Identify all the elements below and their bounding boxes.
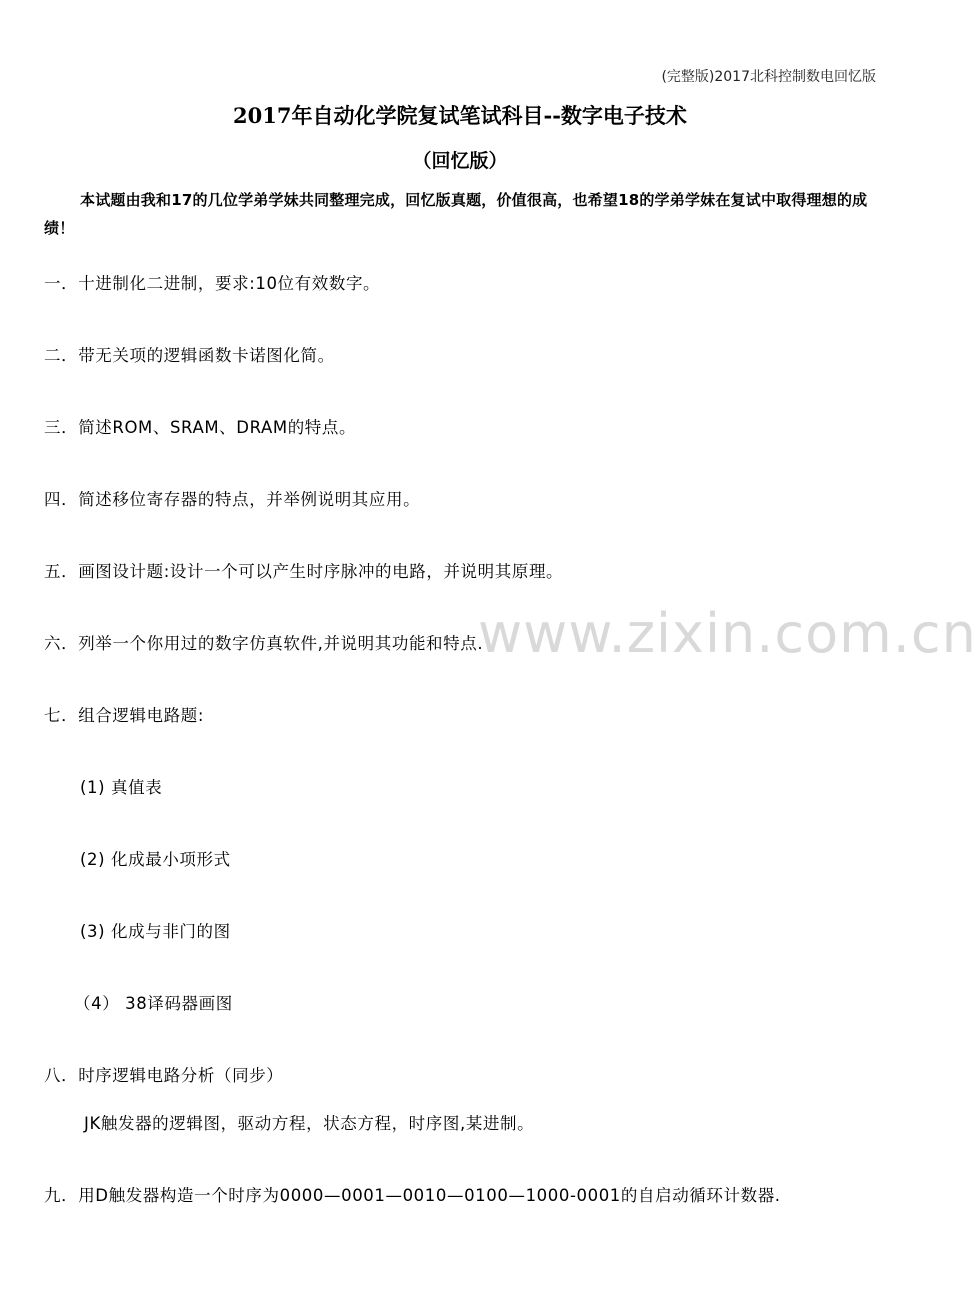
question-6: 六．列举一个你用过的数字仿真软件,并说明其功能和特点.	[44, 634, 484, 653]
intro-paragraph: 本试题由我和17的几位学弟学妹共同整理完成，回忆版真题，价值很高，也希望18的学弟学妹在复试中取得理想的成绩！	[44, 191, 868, 237]
question-4: 四．简述移位寄存器的特点，并举例说明其应用。	[44, 490, 421, 509]
question-9: 九．用D触发器构造一个时序为0000—0001—0010—0100—1000-0001的自启动循环计数器.	[44, 1186, 781, 1205]
question-7-item-1: (1) 真值表	[80, 778, 163, 797]
document-subtitle: （回忆版）	[412, 150, 508, 172]
question-7-item-2: (2) 化成最小项形式	[80, 850, 231, 869]
question-8: 八．时序逻辑电路分析（同步）	[44, 1066, 284, 1085]
question-7-item-3: (3) 化成与非门的图	[80, 922, 231, 941]
question-1: 一．十进制化二进制，要求:10位有效数字。	[44, 274, 381, 293]
question-7-item-4: （4） 38译码器画图	[74, 994, 233, 1013]
question-8-detail: JK触发器的逻辑图，驱动方程，状态方程，时序图,某进制。	[84, 1114, 535, 1133]
question-2: 二．带无关项的逻辑函数卡诺图化简。	[44, 346, 335, 365]
question-7: 七．组合逻辑电路题:	[44, 706, 205, 725]
question-3: 三．简述ROM、SRAM、DRAM的特点。	[44, 418, 357, 437]
document-title: 2017年自动化学院复试笔试科目--数字电子技术	[233, 103, 687, 128]
watermark-text: www.zixin.com.cn	[478, 602, 977, 665]
question-5: 五．画图设计题:设计一个可以产生时序脉冲的电路，并说明其原理。	[44, 562, 564, 581]
page-header-note: (完整版)2017北科控制数电回忆版	[661, 69, 876, 85]
